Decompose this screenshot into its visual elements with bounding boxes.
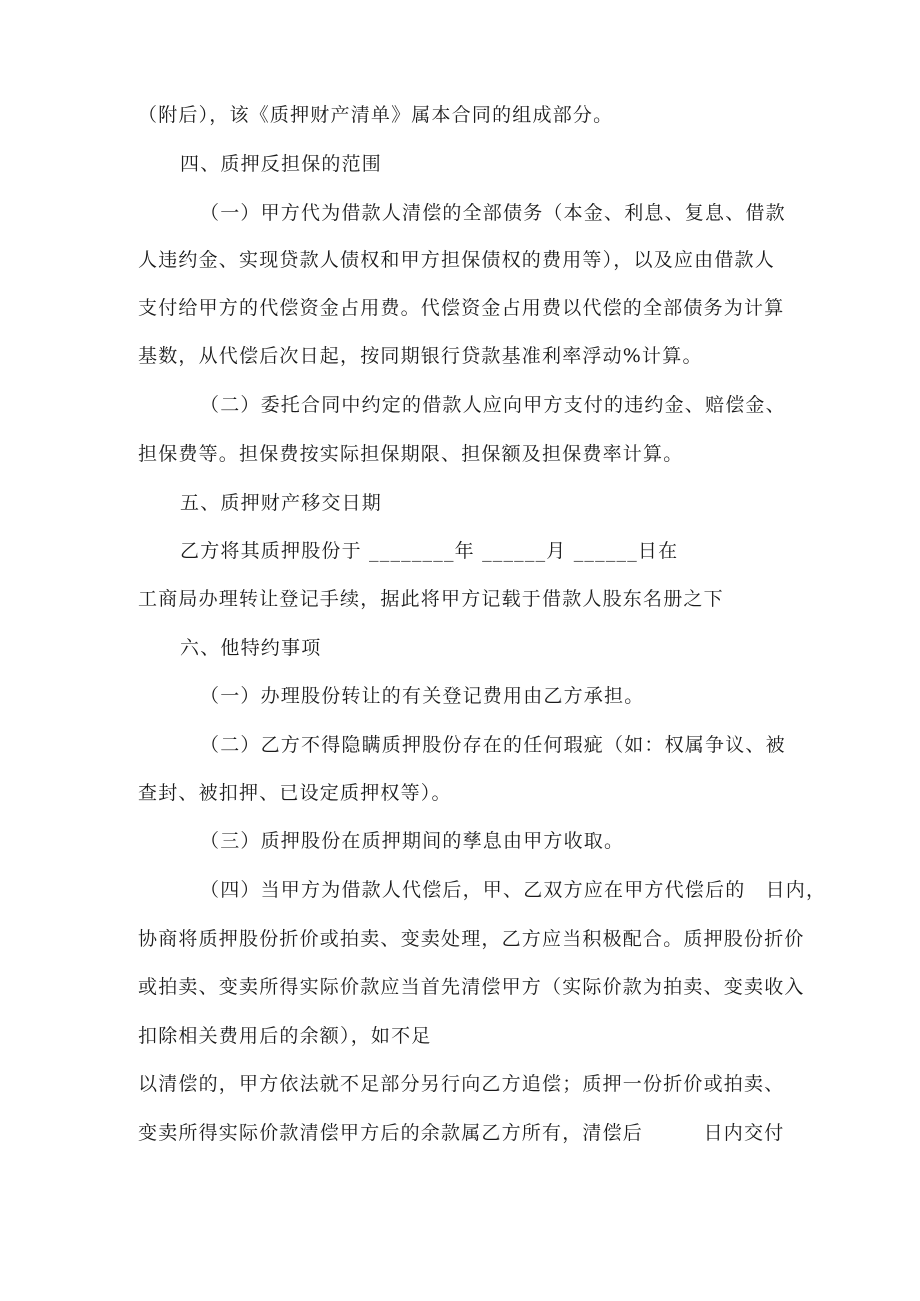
section-heading-5: 五、质押财产移交日期 <box>180 492 383 514</box>
paragraph-5-line-2: 工商局办理转让登记手续，据此将甲方记载于借款人股东名册之下 <box>138 588 724 610</box>
paragraph-4-1-line-1: （一）甲方代为借款人清偿的全部债务（本金、利息、复息、借款 <box>200 202 786 224</box>
paragraph-6-4-line-3: 或拍卖、变卖所得实际价款应当首先清偿甲方（实际价款为拍卖、变卖收入 <box>138 976 805 998</box>
section-heading-4: 四、质押反担保的范围 <box>180 153 383 175</box>
paragraph-4-2-line-2: 担保费等。担保费按实际担保期限、担保额及担保费率计算。 <box>138 443 684 465</box>
paragraph-4-2-line-1: （二）委托合同中约定的借款人应向甲方支付的违约金、赔偿金、 <box>200 394 786 416</box>
paragraph-4-1-line-3: 支付给甲方的代偿资金占用费。代偿资金占用费以代偿的全部债务为计算 <box>138 297 785 319</box>
paragraph-4-1-line-2: 人违约金、实现贷款人债权和甲方担保债权的费用等），以及应由借款人 <box>138 249 775 271</box>
paragraph-6-1: （一）办理股份转让的有关登记费用由乙方承担。 <box>200 685 645 707</box>
paragraph-4-1-line-4: 基数，从代偿后次日起，按同期银行贷款基准利率浮动%计算。 <box>138 345 703 367</box>
text-line-1: （附后），该《质押财产清单》属本合同的组成部分。 <box>138 104 614 126</box>
section-heading-6: 六、他特约事项 <box>180 637 322 659</box>
paragraph-6-4-line-1: （四）当甲方为借款人代偿后，甲、乙双方应在甲方代偿后的 日内， <box>200 879 827 901</box>
paragraph-6-4-line-5: 以清偿的，甲方依法就不足部分另行向乙方追偿；质押一份折价或拍卖、 <box>138 1073 785 1095</box>
paragraph-6-3: （三）质押股份在质押期间的孳息由甲方收取。 <box>200 830 625 852</box>
paragraph-6-2-line-2: 查封、被扣押、已设定质押权等）。 <box>138 782 452 804</box>
paragraph-5-line-1: 乙方将其质押股份于 ________年 ______月 ______日在 <box>180 540 679 562</box>
paragraph-6-4-line-2: 协商将质押股份折价或拍卖、变卖处理，乙方应当积极配合。质押股份折价 <box>138 928 805 950</box>
paragraph-6-4-line-6: 变卖所得实际价款清偿甲方后的余款属乙方所有，清偿后 日内交付 <box>138 1122 785 1144</box>
paragraph-6-2-line-1: （二）乙方不得隐瞒质押股份存在的任何瑕疵（如：权属争议、被 <box>200 734 786 756</box>
paragraph-6-4-line-4: 扣除相关费用后的余额），如不足 <box>138 1025 432 1047</box>
